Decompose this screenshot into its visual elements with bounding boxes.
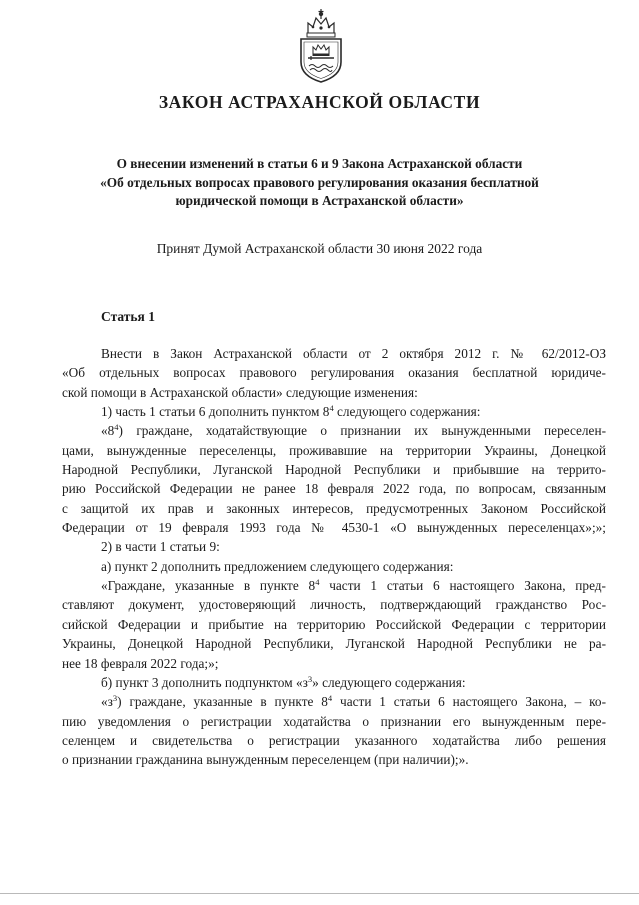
paragraph-line: нее 18 февраля 2022 года;»; bbox=[62, 655, 219, 671]
paragraph-line: а) пункт 2 дополнить предложением следующего содержания: bbox=[101, 558, 454, 574]
law-title: ЗАКОН АСТРАХАНСКОЙ ОБЛАСТИ bbox=[158, 92, 481, 112]
paragraph-line: рию Российской Федерации не ранее 18 февраля 2022 года, по вопросам, связанным bbox=[62, 481, 606, 497]
paragraph-line: «Граждане, указанные в пункте $8^4$ части 1 статьи 6 настоящего Закона, пред- bbox=[101, 577, 606, 594]
paragraph-line: сийской Федерации и прибытие на территорию Российской Федерации с территории bbox=[62, 616, 606, 632]
paragraph-line: б) пункт 3 дополнить подпунктом «$з^3$» следующего содержания: bbox=[101, 673, 466, 690]
paragraph-line: «$8^4$) граждане, ходатайствующие о признании их вынужденными переселен- bbox=[101, 422, 606, 439]
subject-line: О внесении изменений в статьи 6 и 9 Закона Астраханской области bbox=[116, 156, 523, 171]
paragraph-line: о признании гражданина вынужденным переселенцем (при наличии);». bbox=[62, 752, 469, 768]
paragraph-line: «$з^3$) граждане, указанные в пункте $8^4$ части 1 статьи 6 настоящего Закона, – ко- bbox=[101, 693, 606, 710]
paragraph-line: Внести в Закон Астраханской области от 2 октября 2012 г. № 62/2012-ОЗ bbox=[101, 346, 606, 361]
adoption-statement: Принят Думой Астраханской области 30 июня 2022 года bbox=[156, 241, 483, 256]
paragraph-line: Федерации от 19 февраля 1993 года № 4530-1 «О вынужденных переселенцах»;»; bbox=[62, 520, 606, 536]
paragraph-line: селенцем и свидетельства о регистрации указанного ходатайства либо решения bbox=[62, 732, 606, 748]
law-subject bbox=[70, 155, 569, 211]
subject-line: «Об отдельных вопросах правового регулирования оказания бесплатной bbox=[100, 174, 539, 190]
paragraph-line: 1) часть 1 статьи 6 дополнить пунктом $8^4$ следующего содержания: bbox=[101, 403, 481, 420]
paragraph-line: с защитой их прав и законных интересов, предусмотренных Законом Российской bbox=[62, 500, 606, 516]
paragraph-line: ской помощи в Астраханской области» следующие изменения: bbox=[62, 384, 418, 400]
paragraph-line: Украины, Донецкой Народной Республики, Луганской Народной Республики не ра- bbox=[62, 636, 606, 652]
coat-of-arms-icon bbox=[295, 6, 347, 84]
paragraph-line: ставляют документ, удостоверяющий личность, подтверждающий гражданство Рос- bbox=[62, 597, 606, 613]
paragraph-line: Народной Республики, Луганской Народной Республики и прибывшие на террито- bbox=[62, 462, 606, 478]
paragraph-line: пию уведомления о регистрации ходатайства о признании его вынужденным пере- bbox=[62, 713, 606, 729]
scan-edge-divider bbox=[0, 893, 639, 894]
paragraph-line: цами, вынужденные переселенцы, проживавшие на территории Украины, Донецкой bbox=[62, 442, 606, 458]
subject-line: юридической помощи в Астраханской области» bbox=[175, 193, 464, 208]
article-body bbox=[62, 344, 606, 770]
paragraph-line: «Об отдельных вопросах правового регулирования оказания бесплатной юридиче- bbox=[62, 365, 606, 381]
article-heading: Статья 1 bbox=[101, 309, 155, 324]
paragraph-line: 2) в части 1 статьи 9: bbox=[101, 539, 220, 555]
